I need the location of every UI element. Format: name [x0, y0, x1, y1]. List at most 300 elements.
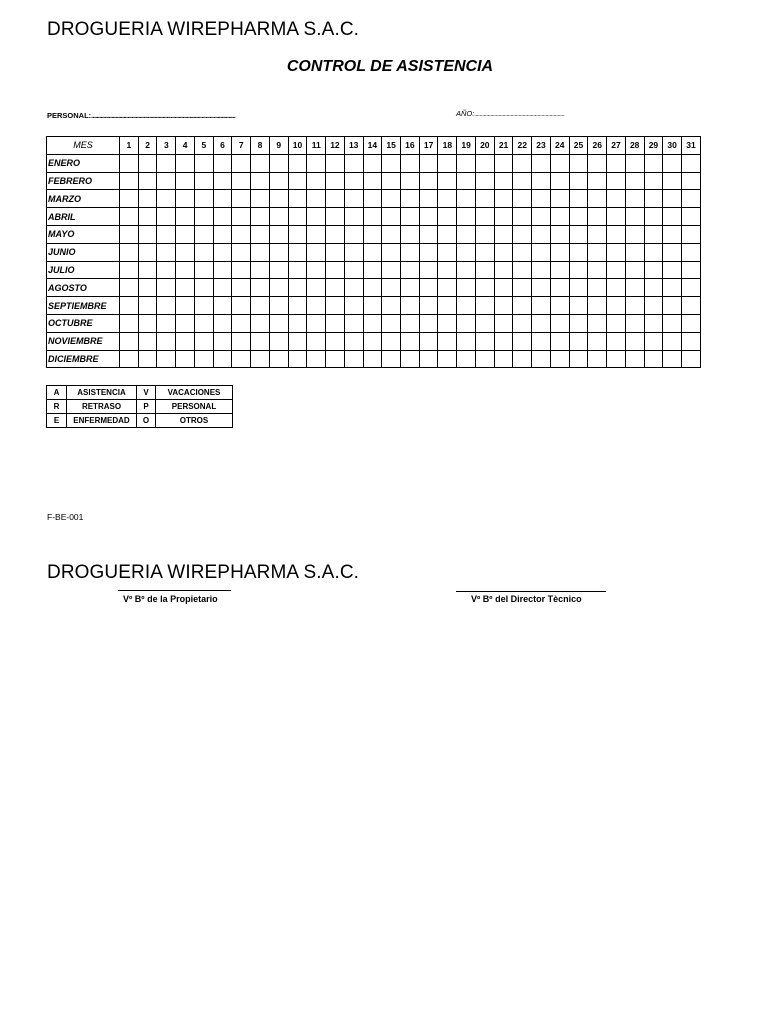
attendance-cell[interactable]	[120, 332, 139, 350]
attendance-cell[interactable]	[475, 208, 494, 226]
attendance-cell[interactable]	[157, 297, 176, 315]
attendance-cell[interactable]	[588, 225, 607, 243]
attendance-cell[interactable]	[644, 314, 663, 332]
attendance-cell[interactable]	[251, 243, 270, 261]
attendance-cell[interactable]	[138, 208, 157, 226]
attendance-cell[interactable]	[232, 190, 251, 208]
attendance-cell[interactable]	[550, 190, 569, 208]
attendance-cell[interactable]	[382, 172, 401, 190]
attendance-cell[interactable]	[288, 332, 307, 350]
attendance-cell[interactable]	[475, 261, 494, 279]
attendance-cell[interactable]	[176, 279, 195, 297]
attendance-cell[interactable]	[344, 190, 363, 208]
attendance-cell[interactable]	[157, 208, 176, 226]
attendance-cell[interactable]	[569, 350, 588, 368]
attendance-cell[interactable]	[625, 225, 644, 243]
attendance-cell[interactable]	[457, 154, 476, 172]
attendance-cell[interactable]	[513, 297, 532, 315]
attendance-cell[interactable]	[138, 190, 157, 208]
attendance-cell[interactable]	[438, 172, 457, 190]
attendance-cell[interactable]	[663, 279, 682, 297]
attendance-cell[interactable]	[232, 314, 251, 332]
attendance-cell[interactable]	[550, 154, 569, 172]
attendance-cell[interactable]	[382, 314, 401, 332]
attendance-cell[interactable]	[232, 332, 251, 350]
attendance-cell[interactable]	[232, 261, 251, 279]
attendance-cell[interactable]	[682, 332, 701, 350]
attendance-cell[interactable]	[569, 172, 588, 190]
attendance-cell[interactable]	[288, 243, 307, 261]
attendance-cell[interactable]	[494, 154, 513, 172]
attendance-cell[interactable]	[326, 279, 345, 297]
attendance-cell[interactable]	[513, 261, 532, 279]
attendance-cell[interactable]	[588, 172, 607, 190]
attendance-cell[interactable]	[269, 172, 288, 190]
attendance-cell[interactable]	[176, 172, 195, 190]
attendance-cell[interactable]	[307, 279, 326, 297]
attendance-cell[interactable]	[682, 279, 701, 297]
attendance-cell[interactable]	[288, 172, 307, 190]
attendance-cell[interactable]	[457, 261, 476, 279]
attendance-cell[interactable]	[663, 297, 682, 315]
attendance-cell[interactable]	[625, 332, 644, 350]
attendance-cell[interactable]	[663, 225, 682, 243]
attendance-cell[interactable]	[176, 297, 195, 315]
attendance-cell[interactable]	[494, 208, 513, 226]
attendance-cell[interactable]	[363, 208, 382, 226]
attendance-cell[interactable]	[588, 208, 607, 226]
attendance-cell[interactable]	[513, 314, 532, 332]
attendance-cell[interactable]	[382, 243, 401, 261]
attendance-cell[interactable]	[382, 190, 401, 208]
attendance-cell[interactable]	[569, 208, 588, 226]
attendance-cell[interactable]	[157, 332, 176, 350]
attendance-cell[interactable]	[438, 154, 457, 172]
attendance-cell[interactable]	[475, 243, 494, 261]
attendance-cell[interactable]	[288, 297, 307, 315]
attendance-cell[interactable]	[607, 154, 626, 172]
attendance-cell[interactable]	[588, 154, 607, 172]
attendance-cell[interactable]	[644, 190, 663, 208]
attendance-cell[interactable]	[438, 243, 457, 261]
attendance-cell[interactable]	[251, 172, 270, 190]
attendance-cell[interactable]	[120, 297, 139, 315]
attendance-cell[interactable]	[475, 314, 494, 332]
attendance-cell[interactable]	[607, 332, 626, 350]
attendance-cell[interactable]	[438, 190, 457, 208]
attendance-cell[interactable]	[494, 190, 513, 208]
attendance-cell[interactable]	[176, 190, 195, 208]
attendance-cell[interactable]	[251, 279, 270, 297]
attendance-cell[interactable]	[607, 225, 626, 243]
attendance-cell[interactable]	[550, 225, 569, 243]
attendance-cell[interactable]	[401, 208, 420, 226]
attendance-cell[interactable]	[663, 350, 682, 368]
attendance-cell[interactable]	[176, 332, 195, 350]
attendance-cell[interactable]	[120, 225, 139, 243]
attendance-cell[interactable]	[232, 350, 251, 368]
attendance-cell[interactable]	[550, 172, 569, 190]
attendance-cell[interactable]	[438, 297, 457, 315]
attendance-cell[interactable]	[401, 190, 420, 208]
attendance-cell[interactable]	[138, 243, 157, 261]
attendance-cell[interactable]	[625, 297, 644, 315]
attendance-cell[interactable]	[157, 261, 176, 279]
attendance-cell[interactable]	[682, 261, 701, 279]
attendance-cell[interactable]	[138, 172, 157, 190]
attendance-cell[interactable]	[120, 208, 139, 226]
attendance-cell[interactable]	[419, 350, 438, 368]
attendance-cell[interactable]	[232, 172, 251, 190]
attendance-cell[interactable]	[457, 190, 476, 208]
attendance-cell[interactable]	[176, 225, 195, 243]
attendance-cell[interactable]	[120, 243, 139, 261]
attendance-cell[interactable]	[663, 208, 682, 226]
attendance-cell[interactable]	[588, 332, 607, 350]
attendance-cell[interactable]	[663, 314, 682, 332]
attendance-cell[interactable]	[438, 261, 457, 279]
attendance-cell[interactable]	[494, 314, 513, 332]
attendance-cell[interactable]	[663, 261, 682, 279]
attendance-cell[interactable]	[438, 332, 457, 350]
attendance-cell[interactable]	[644, 297, 663, 315]
attendance-cell[interactable]	[194, 172, 213, 190]
attendance-cell[interactable]	[682, 225, 701, 243]
attendance-cell[interactable]	[382, 279, 401, 297]
attendance-cell[interactable]	[213, 314, 232, 332]
attendance-cell[interactable]	[644, 243, 663, 261]
attendance-cell[interactable]	[288, 154, 307, 172]
attendance-cell[interactable]	[588, 350, 607, 368]
attendance-cell[interactable]	[457, 208, 476, 226]
attendance-cell[interactable]	[194, 279, 213, 297]
attendance-cell[interactable]	[532, 314, 551, 332]
attendance-cell[interactable]	[513, 154, 532, 172]
attendance-cell[interactable]	[569, 332, 588, 350]
attendance-cell[interactable]	[475, 154, 494, 172]
attendance-cell[interactable]	[625, 190, 644, 208]
attendance-cell[interactable]	[532, 332, 551, 350]
attendance-cell[interactable]	[288, 190, 307, 208]
attendance-cell[interactable]	[625, 243, 644, 261]
attendance-cell[interactable]	[475, 190, 494, 208]
attendance-cell[interactable]	[157, 225, 176, 243]
attendance-cell[interactable]	[363, 243, 382, 261]
attendance-cell[interactable]	[326, 297, 345, 315]
attendance-cell[interactable]	[213, 208, 232, 226]
attendance-cell[interactable]	[457, 297, 476, 315]
attendance-cell[interactable]	[607, 261, 626, 279]
attendance-cell[interactable]	[194, 297, 213, 315]
attendance-cell[interactable]	[251, 225, 270, 243]
attendance-cell[interactable]	[607, 208, 626, 226]
attendance-cell[interactable]	[607, 297, 626, 315]
attendance-cell[interactable]	[494, 225, 513, 243]
attendance-cell[interactable]	[307, 261, 326, 279]
attendance-cell[interactable]	[138, 314, 157, 332]
attendance-cell[interactable]	[494, 332, 513, 350]
attendance-cell[interactable]	[326, 172, 345, 190]
attendance-cell[interactable]	[569, 190, 588, 208]
attendance-cell[interactable]	[176, 154, 195, 172]
attendance-cell[interactable]	[382, 154, 401, 172]
attendance-cell[interactable]	[176, 243, 195, 261]
attendance-cell[interactable]	[682, 314, 701, 332]
attendance-cell[interactable]	[363, 279, 382, 297]
attendance-cell[interactable]	[588, 190, 607, 208]
attendance-cell[interactable]	[344, 350, 363, 368]
attendance-cell[interactable]	[569, 154, 588, 172]
attendance-cell[interactable]	[363, 190, 382, 208]
attendance-cell[interactable]	[363, 225, 382, 243]
attendance-cell[interactable]	[532, 154, 551, 172]
attendance-cell[interactable]	[307, 154, 326, 172]
attendance-cell[interactable]	[607, 350, 626, 368]
attendance-cell[interactable]	[550, 243, 569, 261]
attendance-cell[interactable]	[326, 225, 345, 243]
attendance-cell[interactable]	[663, 332, 682, 350]
attendance-cell[interactable]	[494, 279, 513, 297]
attendance-cell[interactable]	[344, 261, 363, 279]
attendance-cell[interactable]	[494, 350, 513, 368]
attendance-cell[interactable]	[157, 350, 176, 368]
attendance-cell[interactable]	[475, 332, 494, 350]
attendance-cell[interactable]	[550, 261, 569, 279]
attendance-cell[interactable]	[457, 243, 476, 261]
attendance-cell[interactable]	[213, 243, 232, 261]
attendance-cell[interactable]	[213, 154, 232, 172]
attendance-cell[interactable]	[588, 297, 607, 315]
attendance-cell[interactable]	[513, 190, 532, 208]
attendance-cell[interactable]	[569, 225, 588, 243]
attendance-cell[interactable]	[138, 350, 157, 368]
attendance-cell[interactable]	[401, 225, 420, 243]
attendance-cell[interactable]	[344, 279, 363, 297]
attendance-cell[interactable]	[532, 208, 551, 226]
attendance-cell[interactable]	[663, 154, 682, 172]
attendance-cell[interactable]	[363, 261, 382, 279]
attendance-cell[interactable]	[288, 261, 307, 279]
attendance-cell[interactable]	[625, 208, 644, 226]
attendance-cell[interactable]	[194, 225, 213, 243]
attendance-cell[interactable]	[588, 279, 607, 297]
attendance-cell[interactable]	[532, 172, 551, 190]
attendance-cell[interactable]	[251, 208, 270, 226]
attendance-cell[interactable]	[438, 279, 457, 297]
attendance-cell[interactable]	[569, 297, 588, 315]
attendance-cell[interactable]	[457, 350, 476, 368]
attendance-cell[interactable]	[213, 172, 232, 190]
attendance-cell[interactable]	[251, 261, 270, 279]
attendance-cell[interactable]	[532, 297, 551, 315]
attendance-cell[interactable]	[682, 154, 701, 172]
attendance-cell[interactable]	[326, 154, 345, 172]
attendance-cell[interactable]	[401, 332, 420, 350]
attendance-cell[interactable]	[194, 208, 213, 226]
attendance-cell[interactable]	[644, 225, 663, 243]
attendance-cell[interactable]	[251, 314, 270, 332]
attendance-cell[interactable]	[588, 243, 607, 261]
attendance-cell[interactable]	[344, 154, 363, 172]
attendance-cell[interactable]	[550, 332, 569, 350]
attendance-cell[interactable]	[625, 350, 644, 368]
attendance-cell[interactable]	[644, 261, 663, 279]
attendance-cell[interactable]	[494, 243, 513, 261]
attendance-cell[interactable]	[138, 297, 157, 315]
attendance-cell[interactable]	[157, 190, 176, 208]
attendance-cell[interactable]	[344, 297, 363, 315]
attendance-cell[interactable]	[269, 261, 288, 279]
attendance-cell[interactable]	[682, 208, 701, 226]
attendance-cell[interactable]	[532, 225, 551, 243]
attendance-cell[interactable]	[157, 243, 176, 261]
attendance-cell[interactable]	[326, 208, 345, 226]
attendance-cell[interactable]	[401, 172, 420, 190]
attendance-cell[interactable]	[401, 350, 420, 368]
attendance-cell[interactable]	[419, 225, 438, 243]
attendance-cell[interactable]	[607, 172, 626, 190]
attendance-cell[interactable]	[419, 190, 438, 208]
attendance-cell[interactable]	[288, 314, 307, 332]
attendance-cell[interactable]	[438, 208, 457, 226]
attendance-cell[interactable]	[288, 225, 307, 243]
attendance-cell[interactable]	[682, 297, 701, 315]
attendance-cell[interactable]	[513, 225, 532, 243]
attendance-cell[interactable]	[288, 208, 307, 226]
attendance-cell[interactable]	[138, 279, 157, 297]
attendance-cell[interactable]	[251, 154, 270, 172]
attendance-cell[interactable]	[401, 243, 420, 261]
attendance-cell[interactable]	[269, 208, 288, 226]
attendance-cell[interactable]	[307, 332, 326, 350]
attendance-cell[interactable]	[550, 208, 569, 226]
attendance-cell[interactable]	[344, 208, 363, 226]
attendance-cell[interactable]	[269, 314, 288, 332]
attendance-cell[interactable]	[401, 154, 420, 172]
attendance-cell[interactable]	[494, 261, 513, 279]
attendance-cell[interactable]	[644, 350, 663, 368]
attendance-cell[interactable]	[607, 190, 626, 208]
attendance-cell[interactable]	[382, 208, 401, 226]
attendance-cell[interactable]	[307, 297, 326, 315]
attendance-cell[interactable]	[213, 225, 232, 243]
attendance-cell[interactable]	[382, 261, 401, 279]
attendance-cell[interactable]	[682, 350, 701, 368]
attendance-cell[interactable]	[382, 225, 401, 243]
attendance-cell[interactable]	[513, 332, 532, 350]
attendance-cell[interactable]	[157, 172, 176, 190]
attendance-cell[interactable]	[344, 243, 363, 261]
attendance-cell[interactable]	[194, 261, 213, 279]
attendance-cell[interactable]	[326, 350, 345, 368]
attendance-cell[interactable]	[307, 172, 326, 190]
attendance-cell[interactable]	[457, 172, 476, 190]
attendance-cell[interactable]	[532, 279, 551, 297]
attendance-cell[interactable]	[419, 314, 438, 332]
attendance-cell[interactable]	[382, 350, 401, 368]
attendance-cell[interactable]	[269, 297, 288, 315]
attendance-cell[interactable]	[569, 314, 588, 332]
attendance-cell[interactable]	[663, 243, 682, 261]
attendance-cell[interactable]	[532, 190, 551, 208]
attendance-cell[interactable]	[419, 154, 438, 172]
attendance-cell[interactable]	[344, 332, 363, 350]
attendance-cell[interactable]	[269, 225, 288, 243]
attendance-cell[interactable]	[401, 261, 420, 279]
attendance-cell[interactable]	[251, 350, 270, 368]
attendance-cell[interactable]	[157, 279, 176, 297]
attendance-cell[interactable]	[344, 172, 363, 190]
attendance-cell[interactable]	[307, 225, 326, 243]
attendance-cell[interactable]	[550, 279, 569, 297]
attendance-cell[interactable]	[326, 314, 345, 332]
attendance-cell[interactable]	[176, 350, 195, 368]
attendance-cell[interactable]	[494, 297, 513, 315]
attendance-cell[interactable]	[269, 190, 288, 208]
attendance-cell[interactable]	[475, 297, 494, 315]
attendance-cell[interactable]	[382, 297, 401, 315]
attendance-cell[interactable]	[194, 314, 213, 332]
attendance-cell[interactable]	[120, 350, 139, 368]
attendance-cell[interactable]	[438, 314, 457, 332]
attendance-cell[interactable]	[363, 314, 382, 332]
attendance-cell[interactable]	[588, 261, 607, 279]
attendance-cell[interactable]	[120, 261, 139, 279]
attendance-cell[interactable]	[138, 154, 157, 172]
attendance-cell[interactable]	[213, 279, 232, 297]
attendance-cell[interactable]	[251, 190, 270, 208]
attendance-cell[interactable]	[513, 172, 532, 190]
attendance-cell[interactable]	[120, 279, 139, 297]
attendance-cell[interactable]	[213, 297, 232, 315]
attendance-cell[interactable]	[419, 261, 438, 279]
attendance-cell[interactable]	[475, 279, 494, 297]
attendance-cell[interactable]	[644, 172, 663, 190]
attendance-cell[interactable]	[644, 332, 663, 350]
attendance-cell[interactable]	[569, 279, 588, 297]
attendance-cell[interactable]	[138, 225, 157, 243]
attendance-cell[interactable]	[513, 243, 532, 261]
attendance-cell[interactable]	[307, 350, 326, 368]
attendance-cell[interactable]	[232, 279, 251, 297]
attendance-cell[interactable]	[363, 154, 382, 172]
attendance-cell[interactable]	[120, 172, 139, 190]
attendance-cell[interactable]	[550, 297, 569, 315]
attendance-cell[interactable]	[157, 314, 176, 332]
attendance-cell[interactable]	[457, 332, 476, 350]
attendance-cell[interactable]	[326, 261, 345, 279]
attendance-cell[interactable]	[419, 297, 438, 315]
attendance-cell[interactable]	[326, 332, 345, 350]
attendance-cell[interactable]	[419, 332, 438, 350]
attendance-cell[interactable]	[194, 190, 213, 208]
attendance-cell[interactable]	[682, 190, 701, 208]
attendance-cell[interactable]	[475, 172, 494, 190]
attendance-cell[interactable]	[363, 332, 382, 350]
attendance-cell[interactable]	[138, 261, 157, 279]
attendance-cell[interactable]	[251, 332, 270, 350]
attendance-cell[interactable]	[213, 332, 232, 350]
attendance-cell[interactable]	[138, 332, 157, 350]
attendance-cell[interactable]	[569, 261, 588, 279]
attendance-cell[interactable]	[307, 243, 326, 261]
attendance-cell[interactable]	[307, 190, 326, 208]
attendance-cell[interactable]	[401, 314, 420, 332]
attendance-cell[interactable]	[232, 208, 251, 226]
attendance-cell[interactable]	[269, 350, 288, 368]
attendance-cell[interactable]	[625, 314, 644, 332]
attendance-cell[interactable]	[194, 350, 213, 368]
